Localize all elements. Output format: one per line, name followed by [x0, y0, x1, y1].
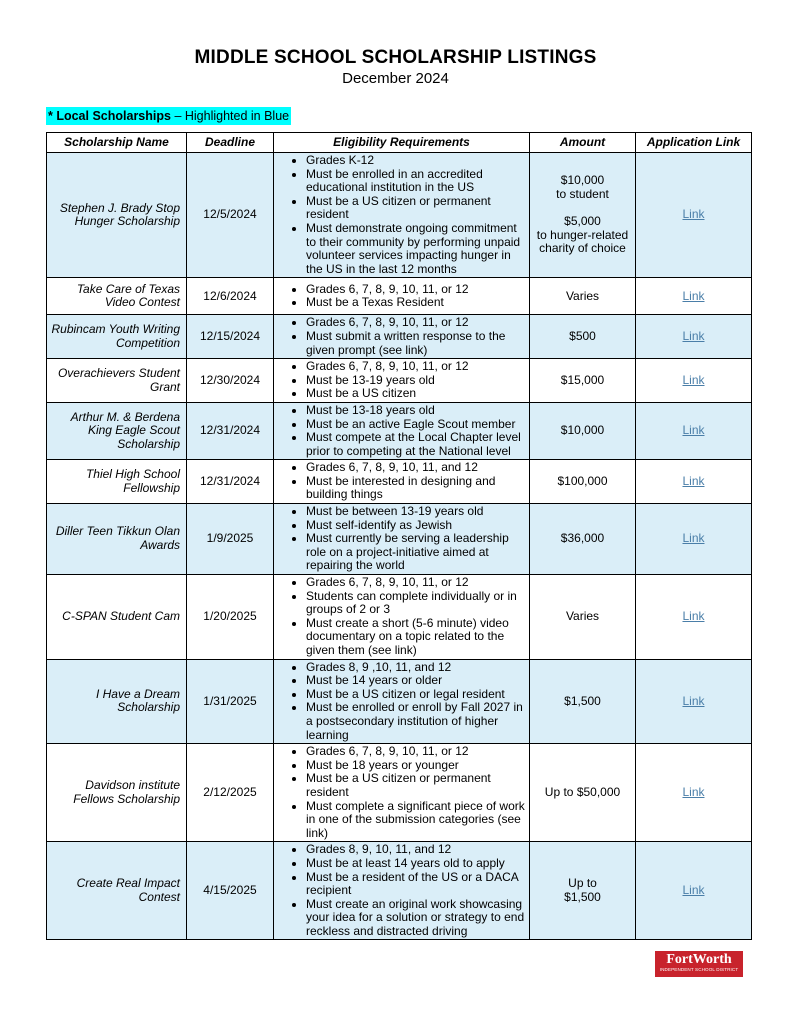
eligibility-item: • Must be an active Eagle Scout member — [306, 418, 525, 432]
eligibility-item: • Must create a short (5-6 minute) video documentary on a topic related to the given them (see link) — [306, 617, 525, 658]
amount — [530, 659, 636, 744]
eligibility-item: • Must be a US citizen — [306, 387, 525, 401]
eligibility — [274, 460, 530, 504]
amount-line: to student — [556, 186, 609, 201]
local-note-rest: – Highlighted in Blue — [170, 109, 290, 123]
amount-line: Varies — [565, 609, 600, 624]
eligibility-item: • Must be a US citizen or permanent resident — [306, 772, 525, 799]
deadline: 12/15/2024 — [187, 315, 274, 359]
page-subtitle: December 2024 — [342, 70, 449, 87]
application-link-cell — [636, 575, 752, 660]
scholarship-name: C-SPAN Student Cam — [47, 575, 187, 660]
scholarship-name: Create Real Impact Contest — [47, 842, 187, 940]
application-link[interactable]: Link — [682, 531, 705, 546]
column-header-link: Application Link — [636, 133, 752, 153]
amount-line: $15,000 — [560, 372, 605, 387]
deadline: 1/31/2025 — [187, 659, 274, 744]
table-row — [47, 659, 752, 744]
amount-line: Up to $50,000 — [544, 784, 621, 799]
logo-main-text: FortWorth — [666, 952, 732, 967]
eligibility-item: • Must be 14 years or older — [306, 674, 525, 688]
column-header-eligibility: Eligibility Requirements — [274, 133, 530, 153]
deadline: 4/15/2025 — [187, 842, 274, 940]
table-row — [47, 842, 752, 940]
table-row — [47, 315, 752, 359]
scholarship-name: Arthur M. & Berdena King Eagle Scout Scholarship — [47, 402, 187, 459]
eligibility-item: • Grades 6, 7, 8, 9, 10, 11, or 12 — [306, 316, 525, 330]
local-scholarships-note — [46, 107, 291, 125]
eligibility-item: • Grades 6, 7, 8, 9, 10, 11, or 12 — [306, 745, 525, 759]
scholarship-name: Diller Teen Tikkun Olan Awards — [47, 504, 187, 575]
scholarship-name: Take Care of Texas Video Contest — [47, 278, 187, 315]
application-link[interactable]: Link — [682, 473, 705, 488]
eligibility-item: • Must submit a written response to the given prompt (see link) — [306, 330, 525, 357]
table-row — [47, 402, 752, 459]
eligibility — [274, 504, 530, 575]
amount — [530, 315, 636, 359]
application-link[interactable]: Link — [682, 609, 705, 624]
eligibility — [274, 359, 530, 403]
application-link[interactable]: Link — [682, 423, 705, 438]
amount-line: to hunger-related charity of choice — [536, 227, 629, 256]
amount — [530, 744, 636, 842]
eligibility-item: • Students can complete individually or in groups of 2 or 3 — [306, 590, 525, 617]
scholarship-name: Overachievers Student Grant — [47, 359, 187, 403]
application-link-cell — [636, 744, 752, 842]
scholarship-name: I Have a Dream Scholarship — [47, 659, 187, 744]
scholarship-name: Stephen J. Brady Stop Hunger Scholarship — [47, 153, 187, 278]
amount-line: $500 — [569, 328, 596, 343]
amount — [530, 504, 636, 575]
eligibility-item: • Must be 18 years or younger — [306, 759, 525, 773]
deadline: 12/5/2024 — [187, 153, 274, 278]
table-row — [47, 504, 752, 575]
eligibility — [274, 278, 530, 315]
deadline: 12/31/2024 — [187, 460, 274, 504]
table-row — [47, 359, 752, 403]
column-header-deadline: Deadline — [187, 133, 274, 153]
amount-spacer — [534, 202, 631, 216]
eligibility-item: • Grades 8, 9, 10, 11, and 12 — [306, 843, 525, 857]
eligibility-item: • Must be a US citizen or permanent resident — [306, 195, 525, 222]
amount-line: $1,500 — [564, 693, 601, 708]
amount-line: $100,000 — [557, 473, 608, 488]
eligibility — [274, 744, 530, 842]
eligibility-item: • Must demonstrate ongoing commitment to their community by performing unpaid volunteer services impacting hunger in the US in the last 12 months — [306, 222, 525, 276]
amount-line: $10,000 — [560, 423, 605, 438]
amount — [530, 575, 636, 660]
table-row — [47, 575, 752, 660]
eligibility-item: • Grades 8, 9 ,10, 11, and 12 — [306, 661, 525, 675]
deadline: 12/6/2024 — [187, 278, 274, 315]
column-header-name: Scholarship Name — [47, 133, 187, 153]
eligibility-item: • Must complete a significant piece of work in one of the submission categories (see link) — [306, 800, 525, 841]
eligibility — [274, 315, 530, 359]
table-header-row — [47, 133, 752, 153]
application-link[interactable]: Link — [682, 883, 705, 898]
deadline: 12/31/2024 — [187, 402, 274, 459]
amount-line: $36,000 — [560, 531, 605, 546]
eligibility-item: • Must be enrolled or enroll by Fall 2027 in a postsecondary institution of higher learning — [306, 701, 525, 742]
application-link[interactable]: Link — [682, 288, 705, 303]
eligibility-item: • Must be a Texas Resident — [306, 296, 525, 310]
scholarship-name: Thiel High School Fellowship — [47, 460, 187, 504]
amount-line: Varies — [565, 288, 600, 303]
amount-line: Up to — [568, 876, 597, 891]
scholarship-name: Davidson institute Fellows Scholarship — [47, 744, 187, 842]
eligibility — [274, 659, 530, 744]
eligibility — [274, 575, 530, 660]
table-row — [47, 153, 752, 278]
amount — [530, 153, 636, 278]
application-link[interactable]: Link — [682, 372, 705, 387]
eligibility — [274, 402, 530, 459]
amount — [530, 842, 636, 940]
column-header-amount: Amount — [530, 133, 636, 153]
scholarship-table — [46, 132, 752, 940]
local-note-bold: * Local Scholarships — [48, 109, 171, 123]
amount-line: $5,000 — [564, 214, 601, 229]
amount — [530, 402, 636, 459]
eligibility — [274, 153, 530, 278]
logo-sub-text: INDEPENDENT SCHOOL DISTRICT — [659, 967, 739, 972]
amount — [530, 359, 636, 403]
deadline: 2/12/2025 — [187, 744, 274, 842]
deadline: 12/30/2024 — [187, 359, 274, 403]
eligibility-item: • Grades 6, 7, 8, 9, 10, 11, or 12 — [306, 283, 525, 297]
fort-worth-isd-logo — [655, 951, 743, 977]
amount — [530, 278, 636, 315]
eligibility-item: • Must be a resident of the US or a DACA recipient — [306, 871, 525, 898]
table-row — [47, 278, 752, 315]
eligibility-item: • Must be a US citizen or legal resident — [306, 688, 525, 702]
application-link-cell — [636, 315, 752, 359]
table-row — [47, 460, 752, 504]
application-link-cell — [636, 153, 752, 278]
application-link[interactable]: Link — [682, 207, 705, 222]
application-link-cell — [636, 402, 752, 459]
eligibility-item: • Must be 13-19 years old — [306, 374, 525, 388]
application-link-cell — [636, 504, 752, 575]
eligibility-item: • Must be enrolled in an accredited educational institution in the US — [306, 168, 525, 195]
amount-line: $10,000 — [560, 173, 605, 188]
application-link-cell — [636, 842, 752, 940]
eligibility-item: • Must be 13-18 years old — [306, 404, 525, 418]
application-link-cell — [636, 460, 752, 504]
application-link[interactable]: Link — [682, 328, 705, 343]
eligibility — [274, 842, 530, 940]
eligibility-item: • Must create an original work showcasing your idea for a solution or strategy to end reckless and distracted driving — [306, 898, 525, 939]
eligibility-item: • Must be interested in designing and building things — [306, 475, 525, 502]
amount-line: $1,500 — [564, 889, 601, 904]
application-link[interactable]: Link — [682, 784, 705, 799]
eligibility-item: • Grades 6, 7, 8, 9, 10, 11, and 12 — [306, 461, 525, 475]
eligibility-item: • Must self-identify as Jewish — [306, 519, 525, 533]
page-title: MIDDLE SCHOOL SCHOLARSHIP LISTINGS — [194, 47, 597, 68]
amount — [530, 460, 636, 504]
eligibility-item: • Must be at least 14 years old to apply — [306, 857, 525, 871]
deadline: 1/20/2025 — [187, 575, 274, 660]
eligibility-item: • Grades 6, 7, 8, 9, 10, 11, or 12 — [306, 576, 525, 590]
eligibility-item: • Must compete at the Local Chapter level prior to competing at the National level — [306, 431, 525, 458]
deadline: 1/9/2025 — [187, 504, 274, 575]
application-link-cell — [636, 359, 752, 403]
eligibility-item: • Must be between 13-19 years old — [306, 505, 525, 519]
eligibility-item: • Grades 6, 7, 8, 9, 10, 11, or 12 — [306, 360, 525, 374]
eligibility-item: • Must currently be serving a leadership role on a project-initiative aimed at repairing the world — [306, 532, 525, 573]
application-link[interactable]: Link — [682, 693, 705, 708]
scholarship-name: Rubincam Youth Writing Competition — [47, 315, 187, 359]
eligibility-item: • Grades K-12 — [306, 154, 525, 168]
application-link-cell — [636, 278, 752, 315]
application-link-cell — [636, 659, 752, 744]
table-row — [47, 744, 752, 842]
